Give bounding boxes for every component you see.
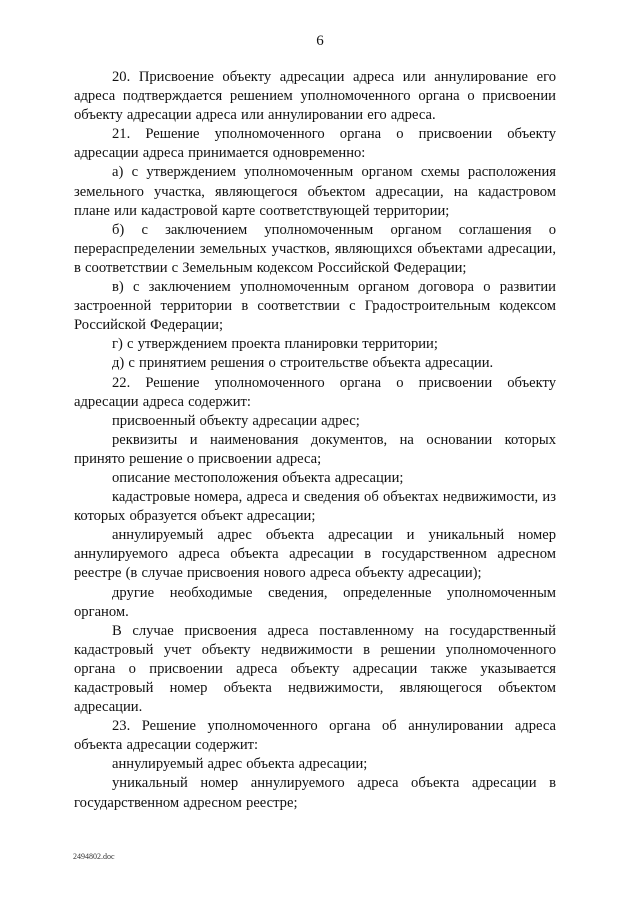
- footer-filename: 2494802.doc: [73, 852, 115, 861]
- paragraph-21-v: в) с заключением уполномоченным органом договора о развитии застроенной территории в соответствии с Градостроительным кодексом Российской Федерации;: [74, 279, 556, 334]
- list-item: другие необходимые сведения, определенные уполномоченным органом.: [74, 584, 556, 620]
- list-item: кадастровые номера, адреса и сведения об объектах недвижимости, из которых образуется объект адресации;: [74, 489, 556, 525]
- paragraph-21-b: б) с заключением уполномоченным органом соглашения о перераспределении земельных участков, являющихся объектами адресации, в соответствии с Земельным кодексом Российской Федерации;: [74, 221, 556, 276]
- paragraph-20: 20. Присвоение объекту адресации адреса или аннулирование его адреса подтверждается решением уполномоченного органа о присвоении объекту адресации адреса или аннулировании его адреса.: [74, 69, 556, 124]
- paragraph-21: 21. Решение уполномоченного органа о присвоении объекту адресации адреса принимается одновременно:: [74, 126, 556, 162]
- list-item: уникальный номер аннулируемого адреса объекта адресации в государственном адресном реестре;: [74, 775, 556, 811]
- paragraph-cadastral-note: В случае присвоения адреса поставленному на государственный кадастровый учет объекту недвижимости в решении уполномоченного органа о присвоении адреса объекту адресации также указывается кадастровый номер объекта недвижимости, являющегося объектом адресации.: [74, 622, 556, 716]
- list-item: описание местоположения объекта адресации;: [112, 469, 404, 486]
- paragraph-23: 23. Решение уполномоченного органа об аннулировании адреса объекта адресации содержит:: [74, 718, 556, 754]
- list-item: аннулируемый адрес объекта адресации и уникальный номер аннулируемого адреса объекта адресации в государственном адресном реестре (в случае присвоения нового адреса объекту адресации);: [74, 527, 556, 582]
- document-body: [74, 68, 556, 813]
- paragraph-21-g: г) с утверждением проекта планировки территории;: [112, 336, 438, 353]
- list-item: реквизиты и наименования документов, на основании которых принято решение о присвоении адреса;: [74, 431, 556, 467]
- list-item: присвоенный объекту адресации адрес;: [112, 412, 360, 429]
- list-item: аннулируемый адрес объекта адресации;: [112, 756, 368, 773]
- paragraph-21-d: д) с принятием решения о строительстве объекта адресации.: [112, 355, 494, 372]
- paragraph-22: 22. Решение уполномоченного органа о присвоении объекту адресации адреса содержит:: [74, 374, 556, 410]
- paragraph-21-a: а) с утверждением уполномоченным органом схемы расположения земельного участка, являющегося объектом адресации, на кадастровом плане или кадастровой карте соответствующей территории;: [74, 164, 556, 219]
- page-number: 6: [316, 33, 324, 49]
